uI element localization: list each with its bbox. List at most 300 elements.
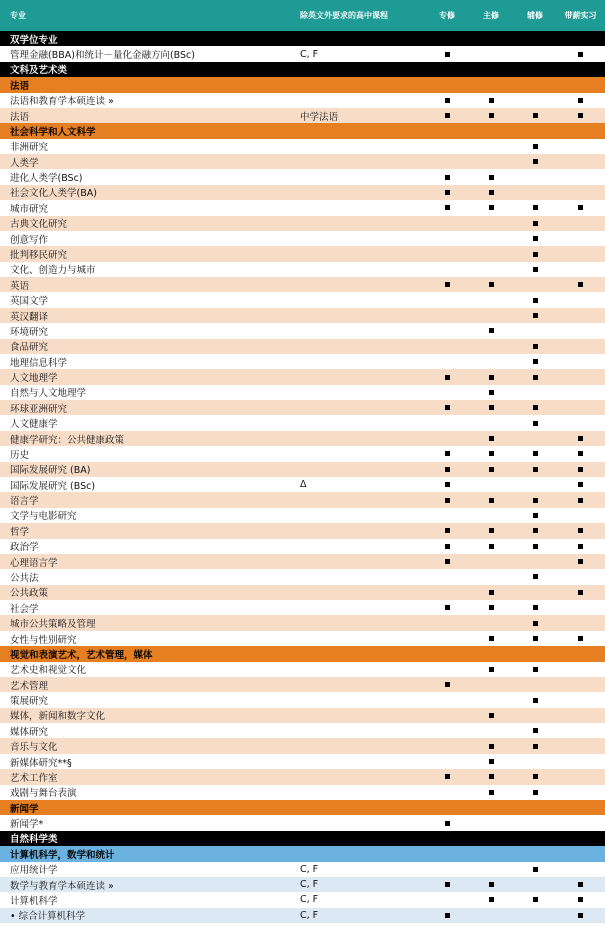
- table-row: [0, 692, 605, 707]
- square-mark-icon: [489, 190, 494, 195]
- program-name: 媒体研究: [10, 726, 49, 738]
- internship-cell: [557, 479, 604, 490]
- subcategory-header: [0, 800, 605, 815]
- table-row: [0, 477, 605, 492]
- program-name: 社会文化人类学(BA): [10, 188, 97, 200]
- square-mark-icon: [489, 713, 494, 718]
- square-mark-icon: [578, 590, 583, 595]
- internship-cell: [557, 495, 604, 506]
- specialization-cell: [425, 464, 469, 475]
- internship-cell: [557, 433, 604, 444]
- square-mark-icon: [533, 774, 538, 779]
- table-row: [0, 600, 605, 615]
- internship-cell: [557, 541, 604, 552]
- minor-cell: [513, 264, 557, 275]
- square-mark-icon: [533, 451, 538, 456]
- internship-cell: [557, 879, 604, 890]
- square-mark-icon: [489, 405, 494, 410]
- program-name: 文化、创造力与城市: [10, 265, 96, 277]
- square-mark-icon: [489, 636, 494, 641]
- table-row: [0, 462, 605, 477]
- table-row: [0, 431, 605, 446]
- square-mark-icon: [489, 205, 494, 210]
- table-row: [0, 754, 605, 769]
- program-name: 公共法: [10, 572, 39, 584]
- program-name: 哲学: [10, 526, 30, 538]
- program-name: 女性与性别研究: [10, 634, 77, 646]
- subcategory-header: [0, 123, 605, 138]
- table-row: [0, 877, 605, 892]
- table-row: [0, 815, 605, 830]
- program-name: 文学与电影研究: [10, 511, 77, 523]
- minor-cell: [513, 310, 557, 321]
- square-mark-icon: [578, 205, 583, 210]
- table-row: [0, 892, 605, 907]
- square-mark-icon: [533, 574, 538, 579]
- minor-cell: [513, 725, 557, 736]
- internship-cell: [557, 49, 604, 60]
- square-mark-icon: [578, 282, 583, 287]
- square-mark-icon: [445, 528, 450, 533]
- square-mark-icon: [533, 405, 538, 410]
- requirement: C, F: [300, 48, 319, 60]
- table-row: [0, 585, 605, 600]
- subcategory-header: [0, 646, 605, 661]
- specialization-cell: [425, 495, 469, 506]
- table-row: [0, 308, 605, 323]
- table-row: [0, 292, 605, 307]
- table-row: [0, 108, 605, 123]
- square-mark-icon: [578, 467, 583, 472]
- table-row: [0, 93, 605, 108]
- primary-cell: [469, 402, 513, 413]
- primary-cell: [469, 187, 513, 198]
- square-mark-icon: [533, 113, 538, 118]
- square-mark-icon: [578, 113, 583, 118]
- square-mark-icon: [533, 605, 538, 610]
- section-title: 新闻学: [10, 803, 39, 815]
- section-title: 双学位专业: [10, 34, 58, 46]
- square-mark-icon: [445, 190, 450, 195]
- minor-cell: [513, 141, 557, 152]
- internship-cell: [557, 556, 604, 567]
- minor-cell: [513, 695, 557, 706]
- square-mark-icon: [533, 498, 538, 503]
- specialization-cell: [425, 187, 469, 198]
- program-name: 城市研究: [10, 203, 49, 215]
- program-name: 国际发展研究 (BSc): [10, 480, 96, 492]
- primary-cell: [469, 525, 513, 536]
- specialization-cell: [425, 525, 469, 536]
- program-name: 城市公共策略及管理: [10, 619, 96, 631]
- primary-cell: [469, 325, 513, 336]
- specialization-cell: [425, 110, 469, 121]
- table-row: [0, 677, 605, 692]
- program-name: 策展研究: [10, 696, 49, 708]
- program-name: 艺术史和视觉文化: [10, 665, 87, 677]
- square-mark-icon: [578, 482, 583, 487]
- table-row: [0, 323, 605, 338]
- primary-cell: [469, 464, 513, 475]
- primary-cell: [469, 110, 513, 121]
- requirement: C, F: [300, 909, 319, 921]
- square-mark-icon: [445, 498, 450, 503]
- program-name: 古典文化研究: [10, 219, 68, 231]
- square-mark-icon: [533, 252, 538, 257]
- primary-cell: [469, 787, 513, 798]
- square-mark-icon: [533, 698, 538, 703]
- specialization-cell: [425, 818, 469, 829]
- table-row: [0, 262, 605, 277]
- primary-cell: [469, 279, 513, 290]
- square-mark-icon: [489, 605, 494, 610]
- specialization-cell: [425, 95, 469, 106]
- minor-cell: [513, 418, 557, 429]
- minor-cell: [513, 233, 557, 244]
- specialization-cell: [425, 879, 469, 890]
- square-mark-icon: [489, 328, 494, 333]
- square-mark-icon: [533, 221, 538, 226]
- specialization-cell: [425, 202, 469, 213]
- square-mark-icon: [489, 98, 494, 103]
- program-name: 艺术工作室: [10, 772, 58, 784]
- header-internship: 带薪实习: [564, 11, 597, 20]
- square-mark-icon: [533, 528, 538, 533]
- square-mark-icon: [578, 559, 583, 564]
- program-name: 新闻学*: [10, 819, 44, 831]
- program-name: 人文地理学: [10, 373, 58, 385]
- primary-cell: [469, 879, 513, 890]
- square-mark-icon: [533, 359, 538, 364]
- specialization-cell: [425, 372, 469, 383]
- table-row: [0, 46, 605, 61]
- program-name: 媒体，新闻和数字文化: [10, 711, 106, 723]
- section-title: 计算机科学，数学和统计: [10, 849, 115, 861]
- program-name: 地理信息科学: [10, 357, 68, 369]
- minor-cell: [513, 495, 557, 506]
- primary-cell: [469, 664, 513, 675]
- square-mark-icon: [445, 482, 450, 487]
- program-name: • 综合计算机科学: [10, 911, 86, 923]
- square-mark-icon: [489, 436, 494, 441]
- table-row: [0, 492, 605, 507]
- square-mark-icon: [533, 636, 538, 641]
- program-name: 环球亚洲研究: [10, 403, 68, 415]
- square-mark-icon: [489, 498, 494, 503]
- primary-cell: [469, 387, 513, 398]
- table-row: [0, 400, 605, 415]
- program-name: 应用统计学: [10, 865, 58, 877]
- table-row: [0, 569, 605, 584]
- square-mark-icon: [533, 144, 538, 149]
- square-mark-icon: [489, 528, 494, 533]
- specialization-cell: [425, 448, 469, 459]
- square-mark-icon: [533, 544, 538, 549]
- square-mark-icon: [533, 744, 538, 749]
- specialization-cell: [425, 602, 469, 613]
- requirement: Δ: [300, 479, 307, 491]
- square-mark-icon: [489, 744, 494, 749]
- minor-cell: [513, 218, 557, 229]
- square-mark-icon: [578, 882, 583, 887]
- square-mark-icon: [445, 559, 450, 564]
- minor-cell: [513, 741, 557, 752]
- program-name: 自然与人文地理学: [10, 388, 87, 400]
- section-title: 社会科学和人文科学: [10, 126, 96, 138]
- internship-cell: [557, 910, 604, 921]
- specialization-cell: [425, 172, 469, 183]
- square-mark-icon: [533, 236, 538, 241]
- internship-cell: [557, 633, 604, 644]
- square-mark-icon: [445, 175, 450, 180]
- table-header: [0, 0, 605, 31]
- program-name: 英国文学: [10, 296, 49, 308]
- table-row: [0, 908, 605, 923]
- internship-cell: [557, 202, 604, 213]
- specialization-cell: [425, 402, 469, 413]
- square-mark-icon: [489, 667, 494, 672]
- square-mark-icon: [533, 790, 538, 795]
- specialization-cell: [425, 49, 469, 60]
- section-title: 自然科学类: [10, 834, 58, 846]
- primary-cell: [469, 741, 513, 752]
- program-name: 数学与教育学本硕连读 »: [10, 880, 114, 892]
- section-title: 法语: [10, 80, 30, 92]
- primary-cell: [469, 433, 513, 444]
- requirement: C, F: [300, 879, 319, 891]
- specialization-cell: [425, 679, 469, 690]
- primary-cell: [469, 633, 513, 644]
- table-row: [0, 385, 605, 400]
- program-name: 食品研究: [10, 342, 49, 354]
- minor-cell: [513, 864, 557, 875]
- internship-cell: [557, 110, 604, 121]
- square-mark-icon: [489, 282, 494, 287]
- header-requirements: 除英文外要求的高中课程: [300, 11, 388, 20]
- program-name: 英语: [10, 280, 30, 292]
- square-mark-icon: [578, 436, 583, 441]
- table-row: [0, 354, 605, 369]
- internship-cell: [557, 894, 604, 905]
- program-name: 新媒体研究**§: [10, 757, 72, 769]
- square-mark-icon: [533, 421, 538, 426]
- primary-cell: [469, 172, 513, 183]
- table-row: [0, 738, 605, 753]
- program-name: 戏剧与舞台表演: [10, 788, 77, 800]
- minor-cell: [513, 787, 557, 798]
- program-name: 健康学研究：公共健康政策: [10, 434, 125, 446]
- minor-cell: [513, 771, 557, 782]
- primary-cell: [469, 602, 513, 613]
- specialization-cell: [425, 771, 469, 782]
- table-row: [0, 631, 605, 646]
- minor-cell: [513, 202, 557, 213]
- minor-cell: [513, 372, 557, 383]
- table-row: [0, 523, 605, 538]
- primary-cell: [469, 448, 513, 459]
- program-name: 公共政策: [10, 588, 49, 600]
- subcategory-header: [0, 77, 605, 92]
- square-mark-icon: [533, 621, 538, 626]
- square-mark-icon: [578, 544, 583, 549]
- square-mark-icon: [445, 821, 450, 826]
- square-mark-icon: [445, 282, 450, 287]
- square-mark-icon: [445, 467, 450, 472]
- square-mark-icon: [489, 390, 494, 395]
- table-row: [0, 615, 605, 630]
- subcategory-header: [0, 846, 605, 861]
- program-name: 非洲研究: [10, 142, 49, 154]
- specialization-cell: [425, 279, 469, 290]
- minor-cell: [513, 618, 557, 629]
- minor-cell: [513, 341, 557, 352]
- square-mark-icon: [578, 498, 583, 503]
- program-name: 历史: [10, 449, 30, 461]
- program-name: 环境研究: [10, 326, 49, 338]
- square-mark-icon: [489, 882, 494, 887]
- program-name: 法语: [10, 111, 30, 123]
- program-name: 法语和教育学本硕连读 »: [10, 96, 114, 108]
- header-major: 专业: [10, 11, 26, 20]
- primary-cell: [469, 95, 513, 106]
- minor-cell: [513, 448, 557, 459]
- table-row: [0, 539, 605, 554]
- square-mark-icon: [489, 113, 494, 118]
- category-header: [0, 831, 605, 846]
- table-row: [0, 508, 605, 523]
- program-name: 计算机科学: [10, 895, 58, 907]
- minor-cell: [513, 356, 557, 367]
- internship-cell: [557, 279, 604, 290]
- square-mark-icon: [578, 897, 583, 902]
- header-minor: 辅修: [527, 11, 543, 20]
- square-mark-icon: [578, 636, 583, 641]
- primary-cell: [469, 710, 513, 721]
- square-mark-icon: [533, 375, 538, 380]
- program-name: 音乐与文化: [10, 742, 58, 754]
- table-row: [0, 446, 605, 461]
- minor-cell: [513, 249, 557, 260]
- square-mark-icon: [445, 605, 450, 610]
- square-mark-icon: [445, 774, 450, 779]
- program-name: 心理语言学: [10, 557, 58, 569]
- minor-cell: [513, 525, 557, 536]
- table-row: [0, 862, 605, 877]
- square-mark-icon: [533, 867, 538, 872]
- square-mark-icon: [533, 667, 538, 672]
- square-mark-icon: [445, 405, 450, 410]
- program-name: 人文健康学: [10, 419, 58, 431]
- program-name: 英汉翻译: [10, 311, 49, 323]
- square-mark-icon: [578, 98, 583, 103]
- table-row: [0, 416, 605, 431]
- program-name: 批判移民研究: [10, 250, 68, 261]
- specialization-cell: [425, 541, 469, 552]
- table-row: [0, 200, 605, 215]
- minor-cell: [513, 464, 557, 475]
- square-mark-icon: [533, 159, 538, 164]
- requirement: 中学法语: [300, 111, 339, 123]
- square-mark-icon: [445, 913, 450, 918]
- square-mark-icon: [533, 728, 538, 733]
- table-row: [0, 246, 605, 261]
- square-mark-icon: [445, 544, 450, 549]
- square-mark-icon: [489, 175, 494, 180]
- minor-cell: [513, 602, 557, 613]
- program-name: 创意写作: [10, 234, 49, 246]
- square-mark-icon: [445, 451, 450, 456]
- section-title: 文科及艺术类: [10, 65, 68, 77]
- requirement: C, F: [300, 894, 319, 906]
- program-name: 管理金融(BBA)和统计－量化金融方向(BSc): [10, 50, 195, 62]
- specialization-cell: [425, 556, 469, 567]
- table-row: [0, 277, 605, 292]
- square-mark-icon: [533, 897, 538, 902]
- program-name: 艺术管理: [10, 680, 49, 692]
- square-mark-icon: [489, 590, 494, 595]
- internship-cell: [557, 448, 604, 459]
- square-mark-icon: [489, 544, 494, 549]
- header-specialization: 专修: [439, 11, 455, 20]
- square-mark-icon: [578, 528, 583, 533]
- table-row: [0, 369, 605, 384]
- square-mark-icon: [533, 267, 538, 272]
- primary-cell: [469, 495, 513, 506]
- square-mark-icon: [489, 897, 494, 902]
- primary-cell: [469, 894, 513, 905]
- minor-cell: [513, 541, 557, 552]
- table-row: [0, 169, 605, 184]
- square-mark-icon: [445, 113, 450, 118]
- minor-cell: [513, 664, 557, 675]
- section-title: 视觉和表演艺术，艺术管理，媒体: [10, 649, 153, 661]
- primary-cell: [469, 771, 513, 782]
- internship-cell: [557, 95, 604, 106]
- table-row: [0, 231, 605, 246]
- program-name: 社会学: [10, 603, 39, 615]
- square-mark-icon: [445, 52, 450, 57]
- program-name: 进化人类学(BSc): [10, 173, 83, 185]
- square-mark-icon: [489, 774, 494, 779]
- square-mark-icon: [533, 344, 538, 349]
- square-mark-icon: [533, 513, 538, 518]
- category-header: [0, 31, 605, 46]
- primary-cell: [469, 756, 513, 767]
- square-mark-icon: [533, 298, 538, 303]
- table-row: [0, 785, 605, 800]
- minor-cell: [513, 295, 557, 306]
- primary-cell: [469, 372, 513, 383]
- minor-cell: [513, 156, 557, 167]
- square-mark-icon: [445, 682, 450, 687]
- square-mark-icon: [533, 313, 538, 318]
- square-mark-icon: [578, 913, 583, 918]
- table-row: [0, 139, 605, 154]
- square-mark-icon: [445, 205, 450, 210]
- primary-cell: [469, 202, 513, 213]
- table-row: [0, 339, 605, 354]
- square-mark-icon: [445, 375, 450, 380]
- square-mark-icon: [489, 759, 494, 764]
- table-row: [0, 723, 605, 738]
- internship-cell: [557, 525, 604, 536]
- minor-cell: [513, 110, 557, 121]
- square-mark-icon: [489, 790, 494, 795]
- square-mark-icon: [489, 467, 494, 472]
- minor-cell: [513, 510, 557, 521]
- primary-cell: [469, 587, 513, 598]
- minor-cell: [513, 402, 557, 413]
